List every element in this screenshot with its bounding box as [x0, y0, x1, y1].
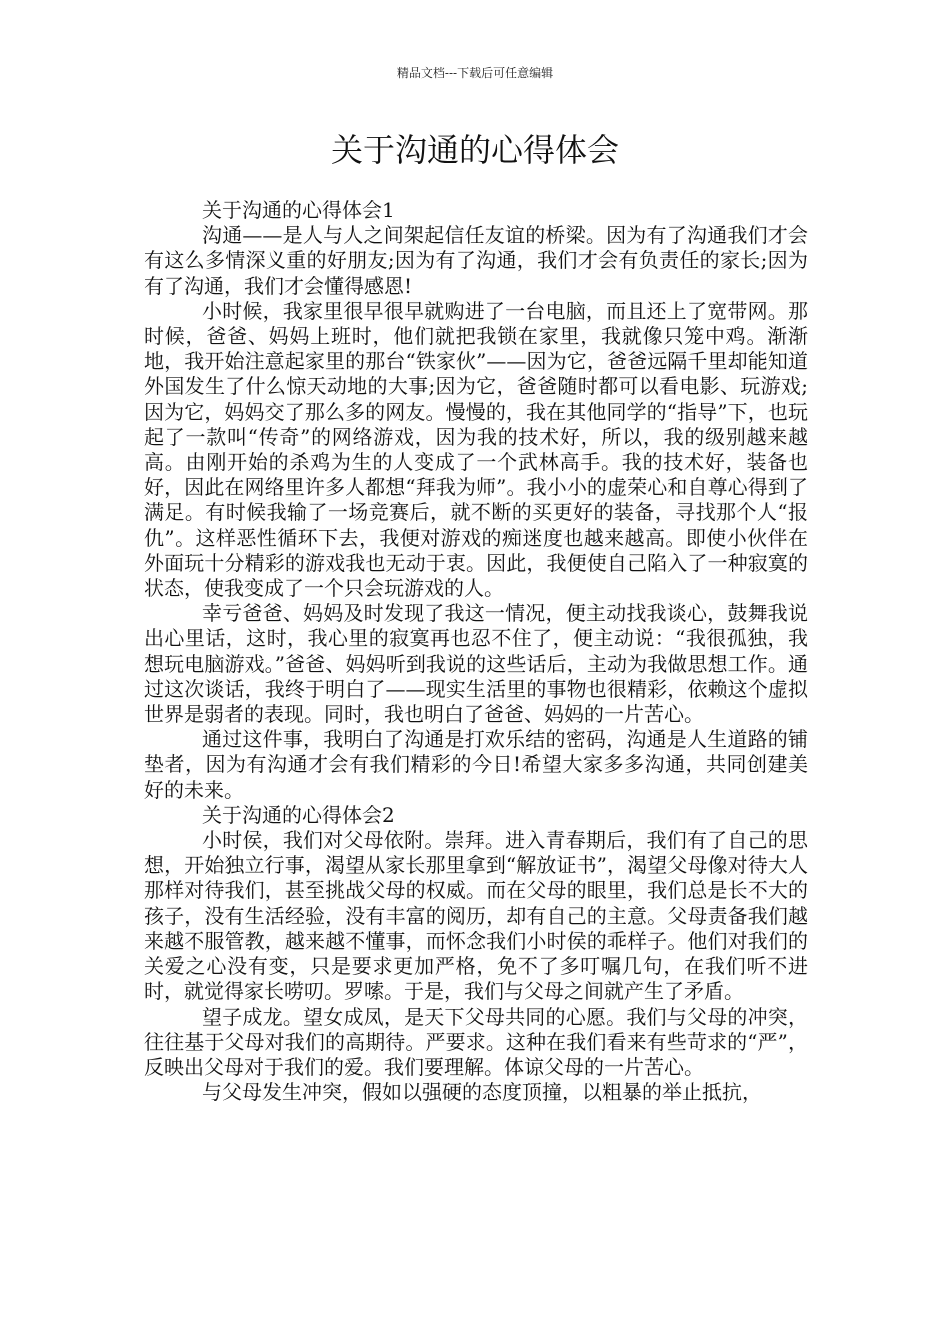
body-paragraph: 望子成龙。望女成凤，是天下父母共同的心愿。我们与父母的冲突，往往基于父母对我们的高期待。严要求。这种在我们看来有些苛求的“严”，反映出父母对于我们的爱。我们要理解。体谅父母的一片苦心。 [144, 1004, 808, 1079]
header-note: 精品文档---下载后可任意编辑 [396, 66, 554, 80]
document-title: 关于沟通的心得体会 [330, 131, 619, 169]
body-paragraph: 小时侯，我们对父母依附。崇拜。进入青春期后，我们有了自己的思想，开始独立行事，渴望从家长那里拿到“解放证书”，渴望父母像对待大人那样对待我们，甚至挑战父母的权威。而在父母的眼里，我们总是长不大的孩子，没有生活经验，没有丰富的阅历，却有自己的主意。父母责备我们越来越不服管教，越来越不懂事，而怀念我们小时侯的乖样子。他们对我们的关爱之心没有变，只是要求更加严格，免不了多叮嘱几句，在我们听不进时，就觉得家长唠叨。罗嗦。于是，我们与父母之间就产生了矛盾。 [144, 828, 808, 1004]
body-paragraph: 通过这件事，我明白了沟通是打欢乐结的密码，沟通是人生道路的铺垫者，因为有沟通才会有我们精彩的今日!希望大家多多沟通，共同创建美好的未来。 [144, 727, 808, 802]
section-heading-1: 关于沟通的心得体会1 [202, 198, 395, 222]
section-heading-2: 关于沟通的心得体会2 [202, 802, 395, 827]
body-paragraph: 幸亏爸爸、妈妈及时发现了我这一情况，便主动找我谈心，鼓舞我说出心里话，这时，我心里的寂寞再也忍不住了，便主动说：“我很孤独，我想玩电脑游戏。”爸爸、妈妈听到我说的这些话后，主动为我做思想工作。通过这次谈话，我终于明白了——现实生活里的事物也很精彩，依赖这个虚拟世界是弱者的表现。同时，我也明白了爸爸、妈妈的一片苦心。 [144, 601, 808, 727]
body-paragraph: 沟通——是人与人之间架起信任友谊的桥梁。因为有了沟通我们才会有这么多情深义重的好朋友;因为有了沟通，我们才会有负责任的家长;因为有了沟通，我们才会懂得感恩! [144, 223, 808, 298]
document-body [144, 198, 808, 1105]
body-paragraph: 与父母发生冲突，假如以强硬的态度顶撞，以粗暴的举止抵抗， [202, 1080, 762, 1105]
body-paragraph: 小时候，我家里很早很早就购进了一台电脑，而且还上了宽带网。那时候，爸爸、妈妈上班时，他们就把我锁在家里，我就像只笼中鸡。渐渐地，我开始注意起家里的那台“铁家伙”——因为它，爸爸远隔千里却能知道外国发生了什么惊天动地的大事;因为它，爸爸随时都可以看电影、玩游戏;因为它，妈妈交了那么多的网友。慢慢的，我在其他同学的“指导”下，也玩起了一款叫“传奇”的网络游戏，因为我的技术好，所以，我的级别越来越高。由刚开始的杀鸡为生的人变成了一个武林高手。我的技术好，装备也好，因此在网络里许多人都想“拜我为师”。我小小的虚荣心和自尊心得到了满足。有时候我输了一场竞赛后，就不断的买更好的装备，寻找那个人“报仇”。这样恶性循环下去，我便对游戏的痴迷度也越来越高。即使小伙伴在外面玩十分精彩的游戏我也无动于衷。因此，我便使自己陷入了一种寂寞的状态，使我变成了一个只会玩游戏的人。 [144, 298, 808, 601]
